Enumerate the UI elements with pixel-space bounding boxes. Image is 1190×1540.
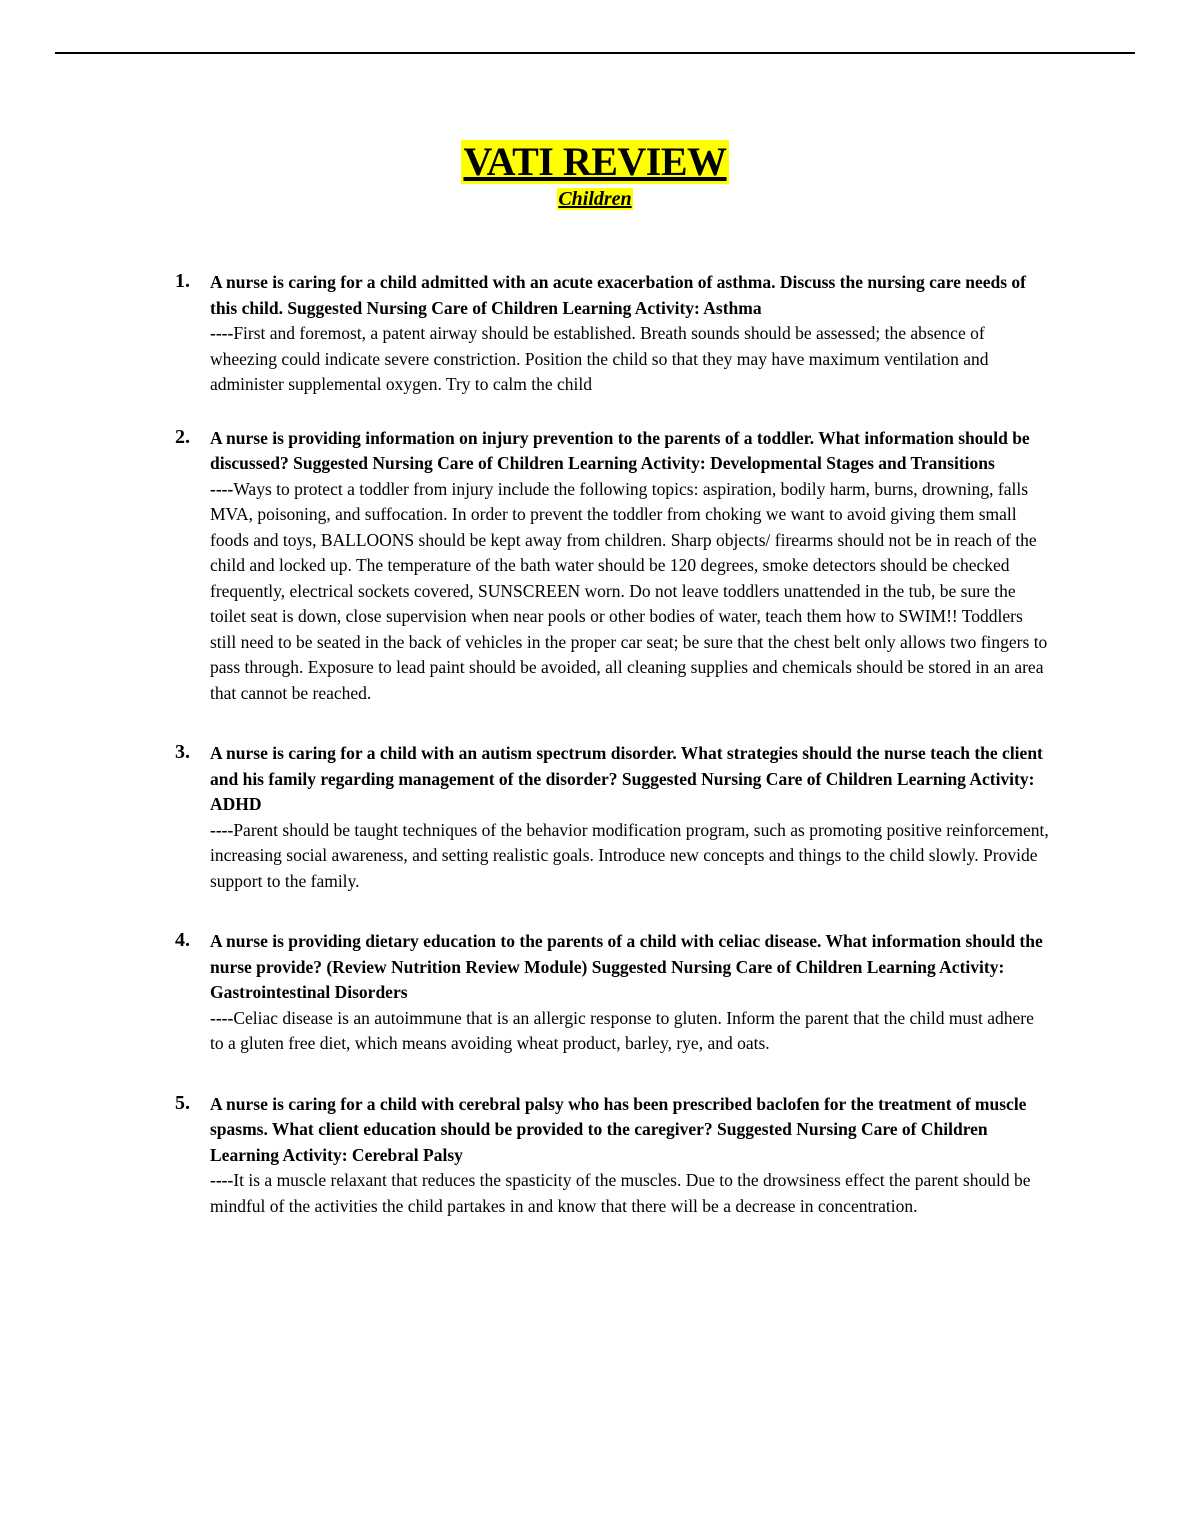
answer-text — [210, 477, 1050, 707]
question-item — [0, 1092, 1190, 1220]
question-text: A nurse is caring for a child admitted with an acute exacerbation of asthma. Discuss the nursing care needs of this child. Suggested Nursing Care of Children Learning Activity: Asthma — [210, 272, 1027, 318]
answer-text — [210, 818, 1050, 895]
question-item — [0, 270, 1190, 398]
question-number: 4. — [175, 929, 190, 951]
question-number: 3. — [175, 741, 190, 763]
answer-prefix: ---- — [210, 323, 234, 343]
question-item — [0, 929, 1190, 1057]
question-number: 5. — [175, 1091, 190, 1114]
answer-body: Ways to protect a toddler from injury include the following topics: aspiration, bodily harm, burns, drowning, falls MVA, poisoning, and suffocation. In order to prevent the toddler from choking we want to avoid giving them small foods and toys, BALLOONS should be kept away from children. Sharp objects/ firearms should not be in reach of the child and locked up. The temperature of the bath water should be 120 degrees, smoke detectors should be checked frequently, electrical sockets covered, SUNSCREEN worn. Do not leave toddlers unattended in the tub, be sure the toilet seat is down, close supervision when near pools or other bodies of water, teach them how to SWIM!! Toddlers still need to be seated in the back of vehicles in the proper car seat; be sure that the chest belt only allows two fingers to pass through. Exposure to lead paint should be avoided, all cleaning supplies and chemicals should be stored in an area that cannot be reached. — [210, 478, 1048, 703]
answer-prefix: ---- — [210, 819, 234, 840]
answer-body: Parent should be taught techniques of the behavior modification program, such as promoting positive reinforcement, increasing social awareness, and setting realistic goals. Introduce new concepts and things to the child slowly. Provide support to the family. — [210, 819, 1049, 891]
top-rule — [55, 52, 1135, 54]
answer-text — [210, 321, 1050, 398]
question-number: 1. — [175, 270, 190, 292]
title-block — [0, 140, 1190, 210]
answer-prefix: ---- — [210, 1007, 234, 1028]
answer-prefix: ---- — [210, 1170, 234, 1190]
question-item — [0, 426, 1190, 707]
question-text: A nurse is caring for a child with an autism spectrum disorder. What strategies should the nurse teach the client and his family regarding management of the disorder? Suggested Nursing Care of Children Learning Activity: ADHD — [210, 743, 1043, 814]
question-item — [0, 741, 1190, 894]
answer-text — [210, 1006, 1050, 1057]
answer-text — [210, 1168, 1050, 1219]
answer-body: It is a muscle relaxant that reduces the spasticity of the muscles. Due to the drowsiness effect the parent should be mindful of the activities the child partakes in and know that there will be a decrease in concentration. — [210, 1170, 1031, 1216]
question-number: 2. — [175, 425, 190, 448]
question-list — [0, 270, 1190, 1219]
answer-body: Celiac disease is an autoimmune that is an allergic response to gluten. Inform the parent that the child must adhere to a gluten free diet, which means avoiding wheat product, barley, rye, and oats. — [210, 1007, 1034, 1053]
question-text: A nurse is providing dietary education to the parents of a child with celiac disease. What information should the nurse provide? (Review Nutrition Review Module) Suggested Nursing Care of Children Learning Activity: Gastrointestinal Disorders — [210, 931, 1043, 1002]
page-title: VATI REVIEW — [463, 139, 727, 184]
question-text: A nurse is providing information on injury prevention to the parents of a toddler. What information should be discussed? Suggested Nursing Care of Children Learning Activity: Developmental Stages and Transitions — [210, 427, 1030, 473]
answer-body: First and foremost, a patent airway should be established. Breath sounds should be assessed; the absence of wheezing could indicate severe constriction. Position the child so that they may have maximum ventilation and administer supplemental oxygen. Try to calm the child — [210, 323, 989, 394]
question-text: A nurse is caring for a child with cerebral palsy who has been prescribed baclofen for the treatment of muscle spasms. What client education should be provided to the caregiver? Suggested Nursing Care of Children Learning Activity: Cerebral Palsy — [210, 1093, 1027, 1165]
page-subtitle: Children — [558, 188, 632, 210]
answer-prefix: ---- — [210, 478, 234, 499]
